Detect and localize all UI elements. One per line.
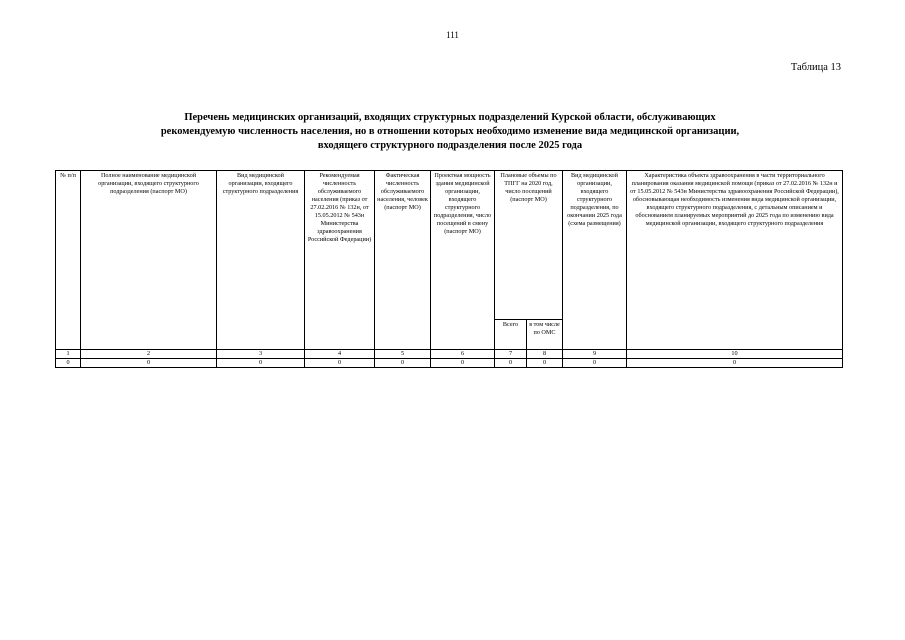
value-cell: 0 (495, 359, 527, 368)
header-design-capacity: Проектная мощность здания медицинской организации, входящего структурного подразделения, число посещений в смену (паспорт МО) (431, 171, 495, 350)
column-number-cell: 8 (527, 350, 563, 359)
table-caption: Таблица 13 (790, 62, 841, 73)
header-org-type: Вид медицинской организации, входящего структурного подразделения (217, 171, 305, 350)
column-number-cell: 4 (305, 350, 375, 359)
value-cell: 0 (305, 359, 375, 368)
value-cell: 0 (81, 359, 217, 368)
document-title: Перечень медицинских организаций, входящих структурных подразделений Курской области, обслуживающих рекомендуемую численность населения, но в отношении которых необходимо изменение вида медицинской организации, входящего структурного подразделения после 2025 года (160, 112, 740, 151)
value-cell: 0 (431, 359, 495, 368)
header-number: № п/п (56, 171, 81, 350)
table-row (56, 359, 843, 368)
header-full-name: Полное наименование медицинской организации, входящего структурного подразделения (паспорт МО) (81, 171, 217, 350)
header-recommended-population: Рекомендуемая численность обслуживаемого населения (приказ от 27.02.2016 № 132н, от 15.05.2012 № 543н Министерства здравоохранения Российской Федерации) (305, 171, 375, 350)
value-cell: 0 (375, 359, 431, 368)
column-number-cell: 5 (375, 350, 431, 359)
header-total: Всего (495, 320, 527, 350)
column-number-cell: 1 (56, 350, 81, 359)
column-number-cell: 10 (627, 350, 843, 359)
value-cell: 0 (56, 359, 81, 368)
column-number-cell: 3 (217, 350, 305, 359)
value-cell: 0 (563, 359, 627, 368)
header-characteristics: Характеристика объекта здравоохранения в части территориального планирования оказания медицинской помощи (приказ от 27.02.2016 № 132н и от 15.05.2012 № 543н Министерства здравоохранения Российской Федерации), обосновывающая необходимость изменения вида медицинской организации, входящего структурного подразделения, с детальным описанием и обоснованием планируемых мероприятий до 2025 года по изменению вида медицинской организации, входящего структурного подразделения (627, 171, 843, 350)
page-number: 111 (446, 30, 459, 40)
header-oms: в том числе по ОМС (527, 320, 563, 350)
column-number-cell: 2 (81, 350, 217, 359)
value-cell: 0 (217, 359, 305, 368)
data-table (55, 170, 843, 368)
column-number-row (56, 350, 843, 359)
column-number-cell: 7 (495, 350, 527, 359)
header-planned-volumes: Плановые объемы по ТПГГ на 2020 год, число посещений (паспорт МО) (495, 171, 563, 320)
column-number-cell: 6 (431, 350, 495, 359)
value-cell: 0 (627, 359, 843, 368)
header-actual-population: Фактическая численность обслуживаемого населения, человек (паспорт МО) (375, 171, 431, 350)
value-cell: 0 (527, 359, 563, 368)
column-number-cell: 9 (563, 350, 627, 359)
header-org-type-2025: Вид медицинской организации, входящего структурного подразделения, по окончании 2025 года (схема размещения) (563, 171, 627, 350)
